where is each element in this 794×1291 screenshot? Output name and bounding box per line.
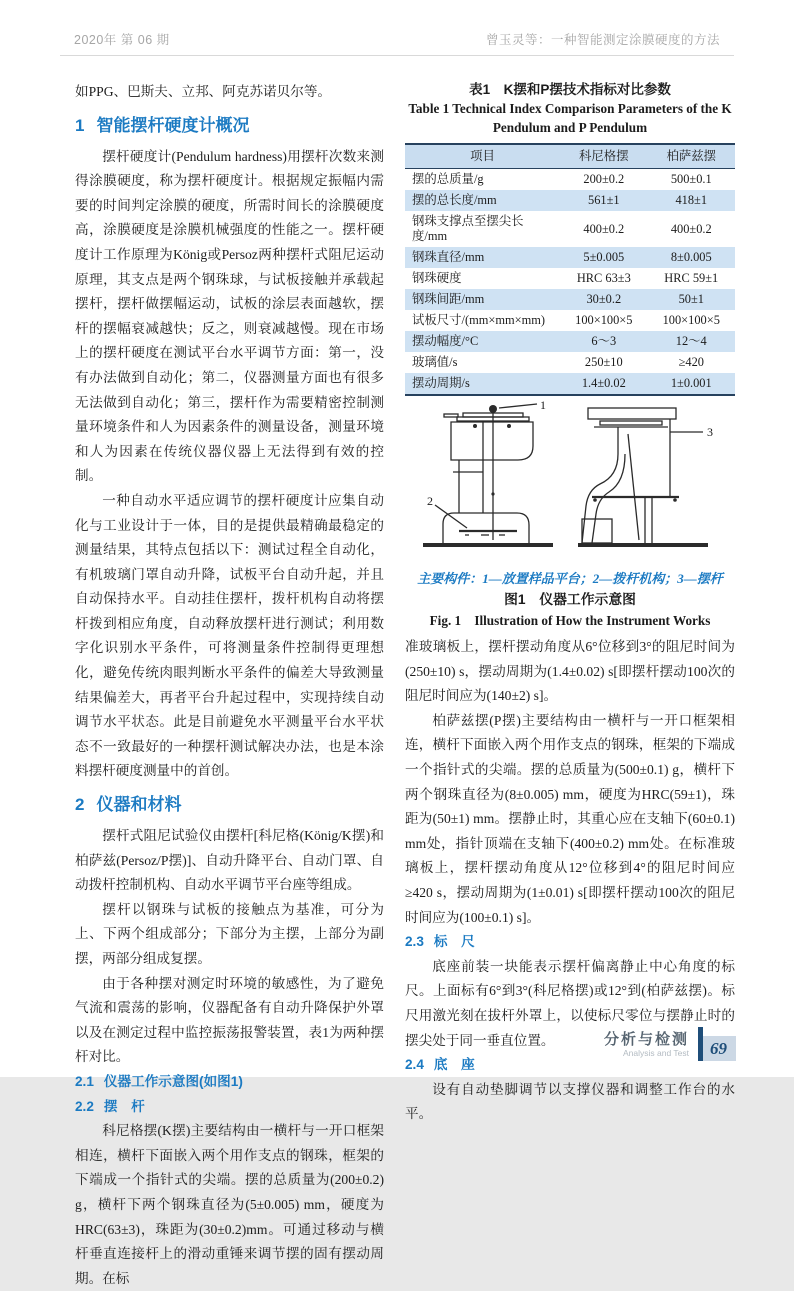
section-1-title: 智能摆杆硬度计概况 [96,115,250,135]
section-2-number: 2 [75,795,85,815]
running-title: 曾玉灵等：一种智能测定涂膜硬度的方法 [485,33,720,47]
subsection-2-4-number: 2.4 [405,1057,424,1073]
section-1-paragraph-2: 一种自动水平适应调节的摆杆硬度计应集自动化与工业设计于一体，目的是提供最精确最稳定的测量结果，其特点包括以下：测试过程全自动化，有机玻璃门罩自动升降，试板平台自动升起，并且自动保持水平。自动挂住摆杆，拨杆机构自动将摆杆拨到相应角度，自动释放摆杆进行测试；利用数字化识别水平条件，可将测量条件控制得更理想化，避免传统肉眼判断水平条件的偏差大导致测量结果偏差大，再者平台升起过程中，实现持续自动调节水平状态。此是目前避免水平测量平台水平状态不一致最好的一种摆杆测试解决办法，也是本涂料摆杆硬度测量中的首创。 [75,492,384,779]
two-column-content [75,80,735,1291]
table-cell: 钢珠直径/mm [412,250,485,264]
section-2-heading [75,793,384,817]
table-cell: 100×100×5 [575,313,633,327]
figure-callout-1: 1 [540,398,546,412]
table-header-cell: 科尼格摆 [560,144,647,169]
table-row [405,289,735,310]
table-header-cell: 柏萨兹摆 [648,144,735,169]
right-paragraph-1: 准玻璃板上，摆杆摆动角度从6°位移到3°的阻尼时间为(250±10) s，摆动周期为(1.4±0.02) s[即摆杆摆动100次的阻尼时间应为(140±2) s]。 [405,639,735,704]
table-header-cell: 项目 [405,144,560,169]
front-view-machine [423,404,553,547]
table-cell: 400±0.2 [583,221,625,236]
table-row [405,268,735,289]
table-cell: 418±1 [675,193,708,207]
table-cell: ≥420 [678,355,704,369]
table-header-row [405,144,735,169]
section-2-paragraph-1: 摆杆式阻尼试验仪由摆杆[科尼格(König/K摆)和柏萨兹(Persoz/P摆)]、自动升降平台、自动门罩、自动拨杆控制机构、自动水平调节平台座等组成。 [75,828,384,893]
table-cell: 500±0.1 [670,172,712,186]
subsection-2-1-number: 2.1 [75,1073,94,1089]
table-cell: 1.4±0.02 [581,376,626,390]
page-footer [604,1027,736,1061]
table-row [405,211,735,247]
table-cell: 100×100×5 [662,313,720,327]
subsection-2-2-number: 2.2 [75,1098,94,1114]
table-cell: 5±0.005 [583,250,625,264]
table-row [405,190,735,211]
figure-1-key: 主要构件：1—放置样品平台；2—拨杆机构；3—摆杆 [417,571,723,586]
table-1-title-en: Table 1 Technical Index Comparison Parameters of the K Pendulum and P Pendulum [408,101,732,135]
section-1-paragraph-1: 摆杆硬度计(Pendulum hardness)用摆杆次数来测得涂膜硬度，称为摆杆硬度计。根据规定振幅内需要的时间判定涂膜的硬度，所需时间长的涂膜硬度高，涂膜硬度是涂膜机械强度的性能之一。摆杆硬度计工作原理为König或Persoz两种摆杆式阻尼运动原理，其支点是两个钢珠球，与试板接触并承载起摆杆，摆杆做摆幅运动，试板的涂层表面越软，摆杆的摆幅衰减越快；反之，则衰减越慢。现在市场上的摆杆硬度在测试平台水平调节方面：第一，没有办法做到自动化；第二，仪器测量方面也有很多无法做到自动化；第三，摆杆作为需要精密控制测量环境条件和人为因素条件的测量设备，测量环境和人为因素在传统仪器仪器上无法得到有效的控制。 [75,148,384,484]
subsection-2-3-number: 2.3 [405,934,424,950]
right-column [405,80,735,1291]
subsection-2-2-heading [75,1095,384,1120]
subsection-2-3-heading [405,930,735,955]
table-cell: HRC 63±3 [576,271,631,285]
running-head [60,30,734,56]
table-cell: 试板尺寸/(mm×mm×mm) [412,313,546,327]
issue-info: 2020年 第 06 期 [74,33,170,47]
subsection-2-1-heading [75,1070,384,1095]
table-cell: 玻璃值/s [412,355,458,369]
table-row [405,373,735,395]
table-cell: 1±0.001 [670,376,712,390]
table-cell: 200±0.2 [583,172,625,186]
section-2-paragraph-2: 摆杆以钢珠与试板的接触点为基准，可分为上、下两个组成部分；下部分为主摆，上部分为副摆，两部分组成复摆。 [75,901,384,966]
table-row [405,169,735,191]
table-cell: 250±10 [584,355,623,369]
left-column [75,80,384,1291]
table-cell: 50±1 [678,292,704,306]
subsection-2-1-title: 仪器工作示意图(如图1) [103,1073,243,1089]
journal-section-cn: 分析与检测 [603,1030,689,1048]
right-paragraph-2: 柏萨兹摆(P摆)主要结构由一横杆与一开口框架相连，横杆下面嵌入两个用作支点的钢珠，框架的下端成一个指针式的尖端。摆的总质量为(500±0.1) g，横杆下两个钢珠直径为(8±0.005) mm，硬度为HRC(59±1)，珠距为(50±1) mm。摆静止时，其重心应在支轴下(60±0.1) mm处，指针顶端在支轴下(400±0.2) mm处。在标准玻璃板上，摆杆摆动角度从12°位移到4°的阻尼时间应≥420 s，摆动周期为(1±0.01) s[即摆杆摆动100次的阻尼时间应为(100±0.1) s]。 [405,712,735,925]
table-cell: 钢珠硬度 [412,271,462,285]
table-cell: 561±1 [588,193,620,207]
side-view-machine [578,408,708,547]
subsection-2-2-title: 摆 杆 [103,1098,145,1114]
table-cell: 400±0.2 [670,221,712,236]
section-2-paragraph-3: 由于各种摆对测定时环境的敏感性，为了避免气流和震荡的影响，仪器配备有自动升降保护外罩以及在测定过程中监控振荡报警装置，表1为两种摆杆对比。 [75,975,384,1065]
figure-1 [405,398,735,565]
journal-section-en: Analysis and Test [623,1047,689,1058]
table-cell: 钢珠支撑点至摆尖长度/mm [412,214,524,243]
table-cell: 摆动幅度/°C [412,334,479,348]
table-cell: 摆的总长度/mm [412,193,497,207]
table-cell: 钢珠间距/mm [412,292,485,306]
journal-section-names [604,1031,689,1058]
figure-1-caption-en: Fig. 1 Illustration of How the Instrument Works [429,613,711,628]
section-2-paragraph-4: 科尼格摆(K摆)主要结构由一横杆与一开口框架相连，横杆下面嵌入两个用作支点的钢珠，框架的下端成一个指针式的尖端。摆的总质量为(200±0.2) g，横杆下两个钢珠直径为(5±0.005) mm，硬度为HRC(63±3)，珠距为(30±0.2)mm。可通过移动与横杆垂直连接杆上的滑动重锤来调节摆的固有摆动周期。在标 [75,1123,384,1286]
section-1-heading [75,114,384,138]
table-row [405,310,735,331]
figure-callout-2: 2 [427,494,433,508]
table-cell: 摆动周期/s [412,376,470,390]
section-1-number: 1 [75,115,85,135]
subsection-2-4-title: 底 座 [433,1057,475,1073]
figure-1-caption-cn: 图1 仪器工作示意图 [504,592,636,607]
figure-callout-3: 3 [707,425,713,439]
page-number-box [703,1036,736,1061]
table-cell: HRC 59±1 [664,271,719,285]
table-cell: 摆的总质量/g [412,172,484,186]
table-row [405,331,735,352]
subsection-2-3-title: 标 尺 [433,934,475,950]
table-row [405,352,735,373]
table-1-title-cn: 表1 K摆和P摆技术指标对比参数 [469,82,671,97]
instrument-diagram [415,398,725,560]
right-paragraph-3: 底座前装一块能表示摆杆偏离静止中心角度的标尺。上面标有6°到3°(科尼格摆)或12°到(柏萨兹摆)。标尺用激光刻在拔杆外罩上，以使标尺零位与摆静止时的摆尖处于同一垂直位置。 [405,958,735,1048]
table-1 [405,143,735,396]
page-number: 69 [710,1038,727,1058]
table-cell: 30±0.2 [586,292,622,306]
section-2-title: 仪器和材料 [96,795,182,815]
table-row [405,247,735,268]
right-paragraph-4: 设有自动垫脚调节以支撑仪器和调整工作台的水平。 [405,1081,735,1122]
lead-text: 如PPG、巴斯夫、立邦、阿克苏诺贝尔等。 [75,84,332,99]
table-cell: 6～3 [591,334,617,348]
table-cell: 12～4 [675,334,707,348]
table-cell: 8±0.005 [670,250,712,264]
